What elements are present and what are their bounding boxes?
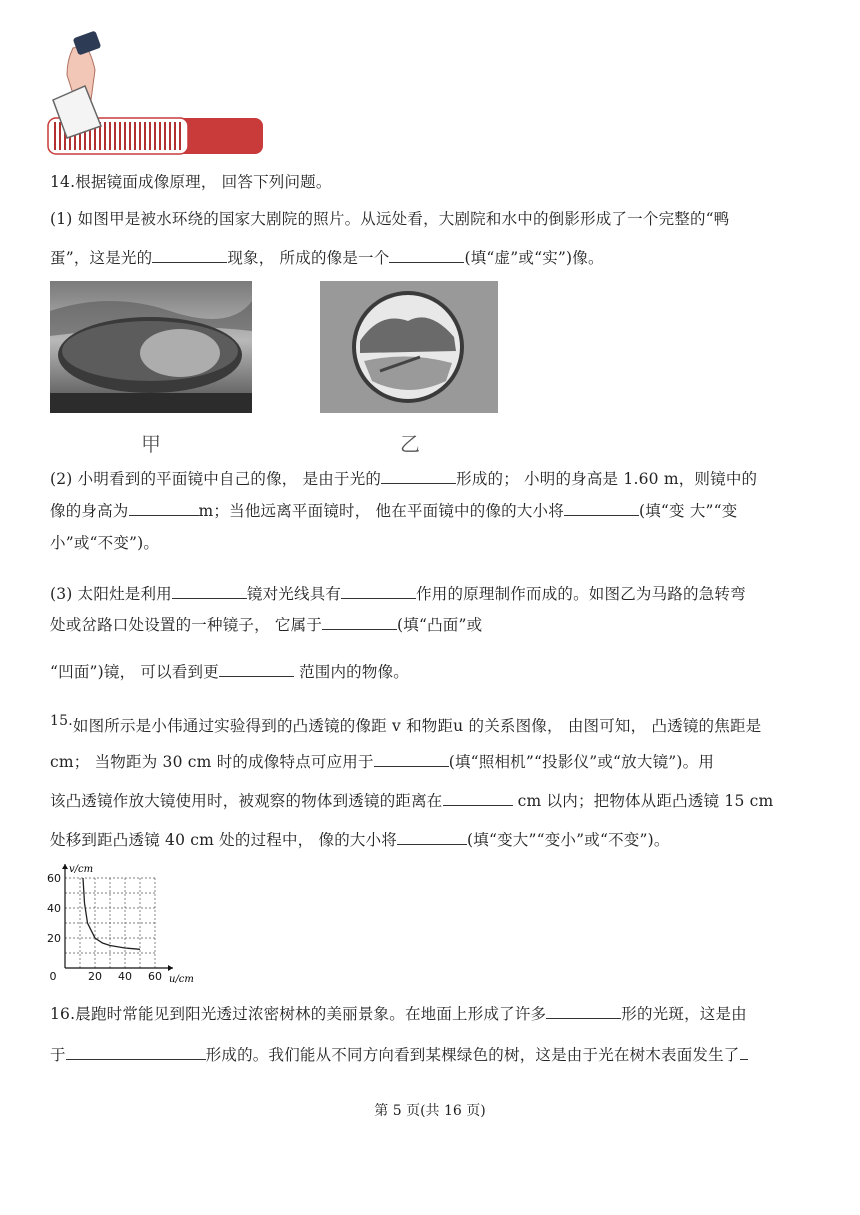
y-tick-label: 60 [47, 872, 61, 885]
q14-p2-line3: 小”或“不变”)。 [50, 534, 160, 552]
answer-blank[interactable] [381, 467, 456, 484]
q15-line1: 15.如图所示是小伟通过实验得到的凸透镜的像距 v 和物距u 的关系图像， 由图可知， 凸透镜的焦距是 [50, 713, 762, 736]
chart-ylabel: v/cm [69, 864, 94, 875]
photo-national-theater [50, 281, 252, 413]
x-tick-label: 0 [49, 970, 57, 983]
q14-p1-line2: 蛋”，这是光的 现象， 所成的像是一个 (填“虚”或“实”)像。 [50, 246, 604, 269]
q15-line3: 该凸透镜作放大镜使用时，被观察的物体到透镜的距离在 cm 以内；把物体从距凸透镜 15 cm [50, 789, 773, 812]
answer-blank[interactable] [172, 582, 247, 599]
answer-blank[interactable] [341, 582, 416, 599]
answer-blank[interactable] [129, 499, 199, 516]
answer-blank[interactable] [443, 789, 513, 806]
caption-jia: 甲 [141, 432, 161, 456]
chart-xlabel: u/cm [169, 974, 194, 985]
y-tick-label: 20 [47, 932, 61, 945]
answer-blank[interactable] [374, 750, 449, 767]
q16-line1: 16.晨跑时常能见到阳光透过浓密树林的美丽景象。在地面上形成了许多 形的光斑，这是由 [50, 1002, 747, 1025]
answer-blank[interactable] [152, 246, 227, 263]
vu-chart [40, 855, 210, 985]
y-tick-label: 40 [47, 902, 61, 915]
q14-p3-line2: 处或岔路口处设置的一种镜子， 它属于 (填“凸面”或 [50, 613, 482, 636]
answer-blank[interactable] [740, 1043, 748, 1060]
x-tick-label: 20 [88, 970, 102, 983]
chart-axes [62, 864, 173, 971]
y-axis-arrow [62, 864, 68, 869]
caption-yi: 乙 [400, 432, 420, 456]
x-tick-label: 60 [148, 970, 162, 983]
chart-ticks [47, 872, 162, 983]
q14-title: 14.根据镜面成像原理， 回答下列问题。 [50, 173, 332, 191]
header-banner [45, 30, 267, 158]
q14-p2-line1: (2) 小明看到的平面镜中自己的像， 是由于光的 形成的； 小明的身高是 1.60 m，则镜中的 [50, 467, 757, 490]
q14-p1-line1: (1) 如图甲是被水环绕的国家大剧院的照片。从远处看，大剧院和水中的倒影形成了一个完整的“鸭 [50, 210, 730, 228]
q15-line4: 处移到距凸透镜 40 cm 处的过程中， 像的大小将 (填“变大”“变小”或“不变”)。 [50, 828, 670, 851]
x-tick-label: 40 [118, 970, 132, 983]
q16-line2: 于 形成的。我们能从不同方向看到某棵绿色的树，这是由于光在树木表面发生了 [50, 1043, 748, 1066]
q15-line2: cm； 当物距为 30 cm 时的成像特点可应用于 (填“照相机”“投影仪”或“放大镜”)。用 [50, 750, 714, 773]
page-footer: 第 5 页(共 16 页) [374, 1103, 486, 1119]
answer-blank[interactable] [66, 1043, 206, 1060]
photo-convex-mirror [320, 281, 498, 413]
answer-blank[interactable] [322, 613, 397, 630]
q14-p2-line2: 像的身高为 m；当他远离平面镜时， 他在平面镜中的像的大小将 (填“变 大”“变 [50, 499, 738, 522]
answer-blank[interactable] [397, 828, 467, 845]
answer-blank[interactable] [219, 660, 294, 677]
q14-p3-line3: “凹面”)镜， 可以看到更 范围内的物像。 [50, 660, 409, 683]
chart-curve [83, 878, 140, 949]
x-axis-arrow [168, 965, 173, 971]
answer-blank[interactable] [546, 1002, 621, 1019]
q14-p3-line1: (3) 太阳灶是利用 镜对光线具有 作用的原理制作而成的。如图乙为马路的急转弯 [50, 582, 746, 605]
answer-blank[interactable] [389, 246, 464, 263]
answer-blank[interactable] [564, 499, 639, 516]
chart-grid [65, 878, 155, 968]
